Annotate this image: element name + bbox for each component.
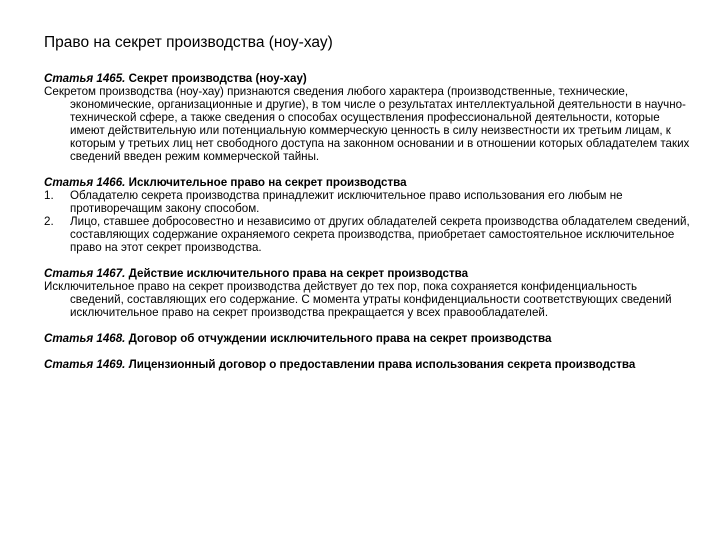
article-heading bbox=[44, 358, 690, 371]
article-1467 bbox=[44, 267, 690, 319]
article-heading bbox=[44, 72, 690, 85]
list-item bbox=[44, 215, 690, 254]
article-heading bbox=[44, 332, 690, 345]
article-number: Статья 1467. bbox=[44, 267, 126, 280]
article-title: Исключительное право на секрет производства bbox=[128, 176, 407, 189]
article-paragraph: Секретом производства (ноу-хау) признаются сведения любого характера (производственные, технические, экономические, организационные и другие), в том числе о результатах интеллектуальной деятельности в научно-технической сфере, а также сведения о способах осуществления профессиональной деятельности, которые имеют действительную или потенциальную коммерческую ценность в силу неизвестности их третьим лицам, к которым у третьих лиц нет свободного доступа на законном основании и в отношении которых обладателем таких сведений введен режим коммерческой тайны. bbox=[44, 85, 690, 163]
article-title: Действие исключительного права на секрет производства bbox=[128, 267, 469, 280]
article-title: Договор об отчуждении исключительного права на секрет производства bbox=[128, 332, 552, 345]
article-title: Секрет производства (ноу-хау) bbox=[128, 72, 307, 85]
article-1465 bbox=[44, 72, 690, 163]
article-paragraph: Исключительное право на секрет производства действует до тех пор, пока сохраняется конфиденциальность сведений, составляющих его содержание. С момента утраты конфиденциальности соответствующих сведений исключительное право на секрет производства прекращается у всех правообладателей. bbox=[44, 280, 672, 319]
article-number: Статья 1468. bbox=[44, 332, 126, 345]
list-item-text: Обладателю секрета производства принадлежит исключительное право использования его любым не противоречащим закону способом. bbox=[70, 189, 623, 215]
list-item-number: 1. bbox=[44, 189, 54, 202]
article-1469 bbox=[44, 358, 690, 371]
article-number: Статья 1465. bbox=[44, 72, 126, 85]
list-item-number: 2. bbox=[44, 215, 54, 228]
list-item-text: Лицо, ставшее добросовестно и независимо от других обладателей секрета производства обладателем сведений, составляющих содержание охраняемого секрета производства, приобретает самостоятельное исключительное право на этот секрет производства. bbox=[70, 215, 690, 254]
article-1466 bbox=[44, 176, 690, 254]
list-item bbox=[44, 189, 690, 215]
article-heading bbox=[44, 176, 690, 189]
article-number: Статья 1469. bbox=[44, 358, 126, 371]
article-1468 bbox=[44, 332, 690, 345]
content bbox=[44, 72, 690, 384]
article-number: Статья 1466. bbox=[44, 176, 126, 189]
article-title: Лицензионный договор о предоставлении права использования секрета производства bbox=[128, 358, 636, 371]
page-title: Право на секрет производства (ноу-хау) bbox=[44, 34, 333, 51]
article-heading bbox=[44, 267, 690, 280]
